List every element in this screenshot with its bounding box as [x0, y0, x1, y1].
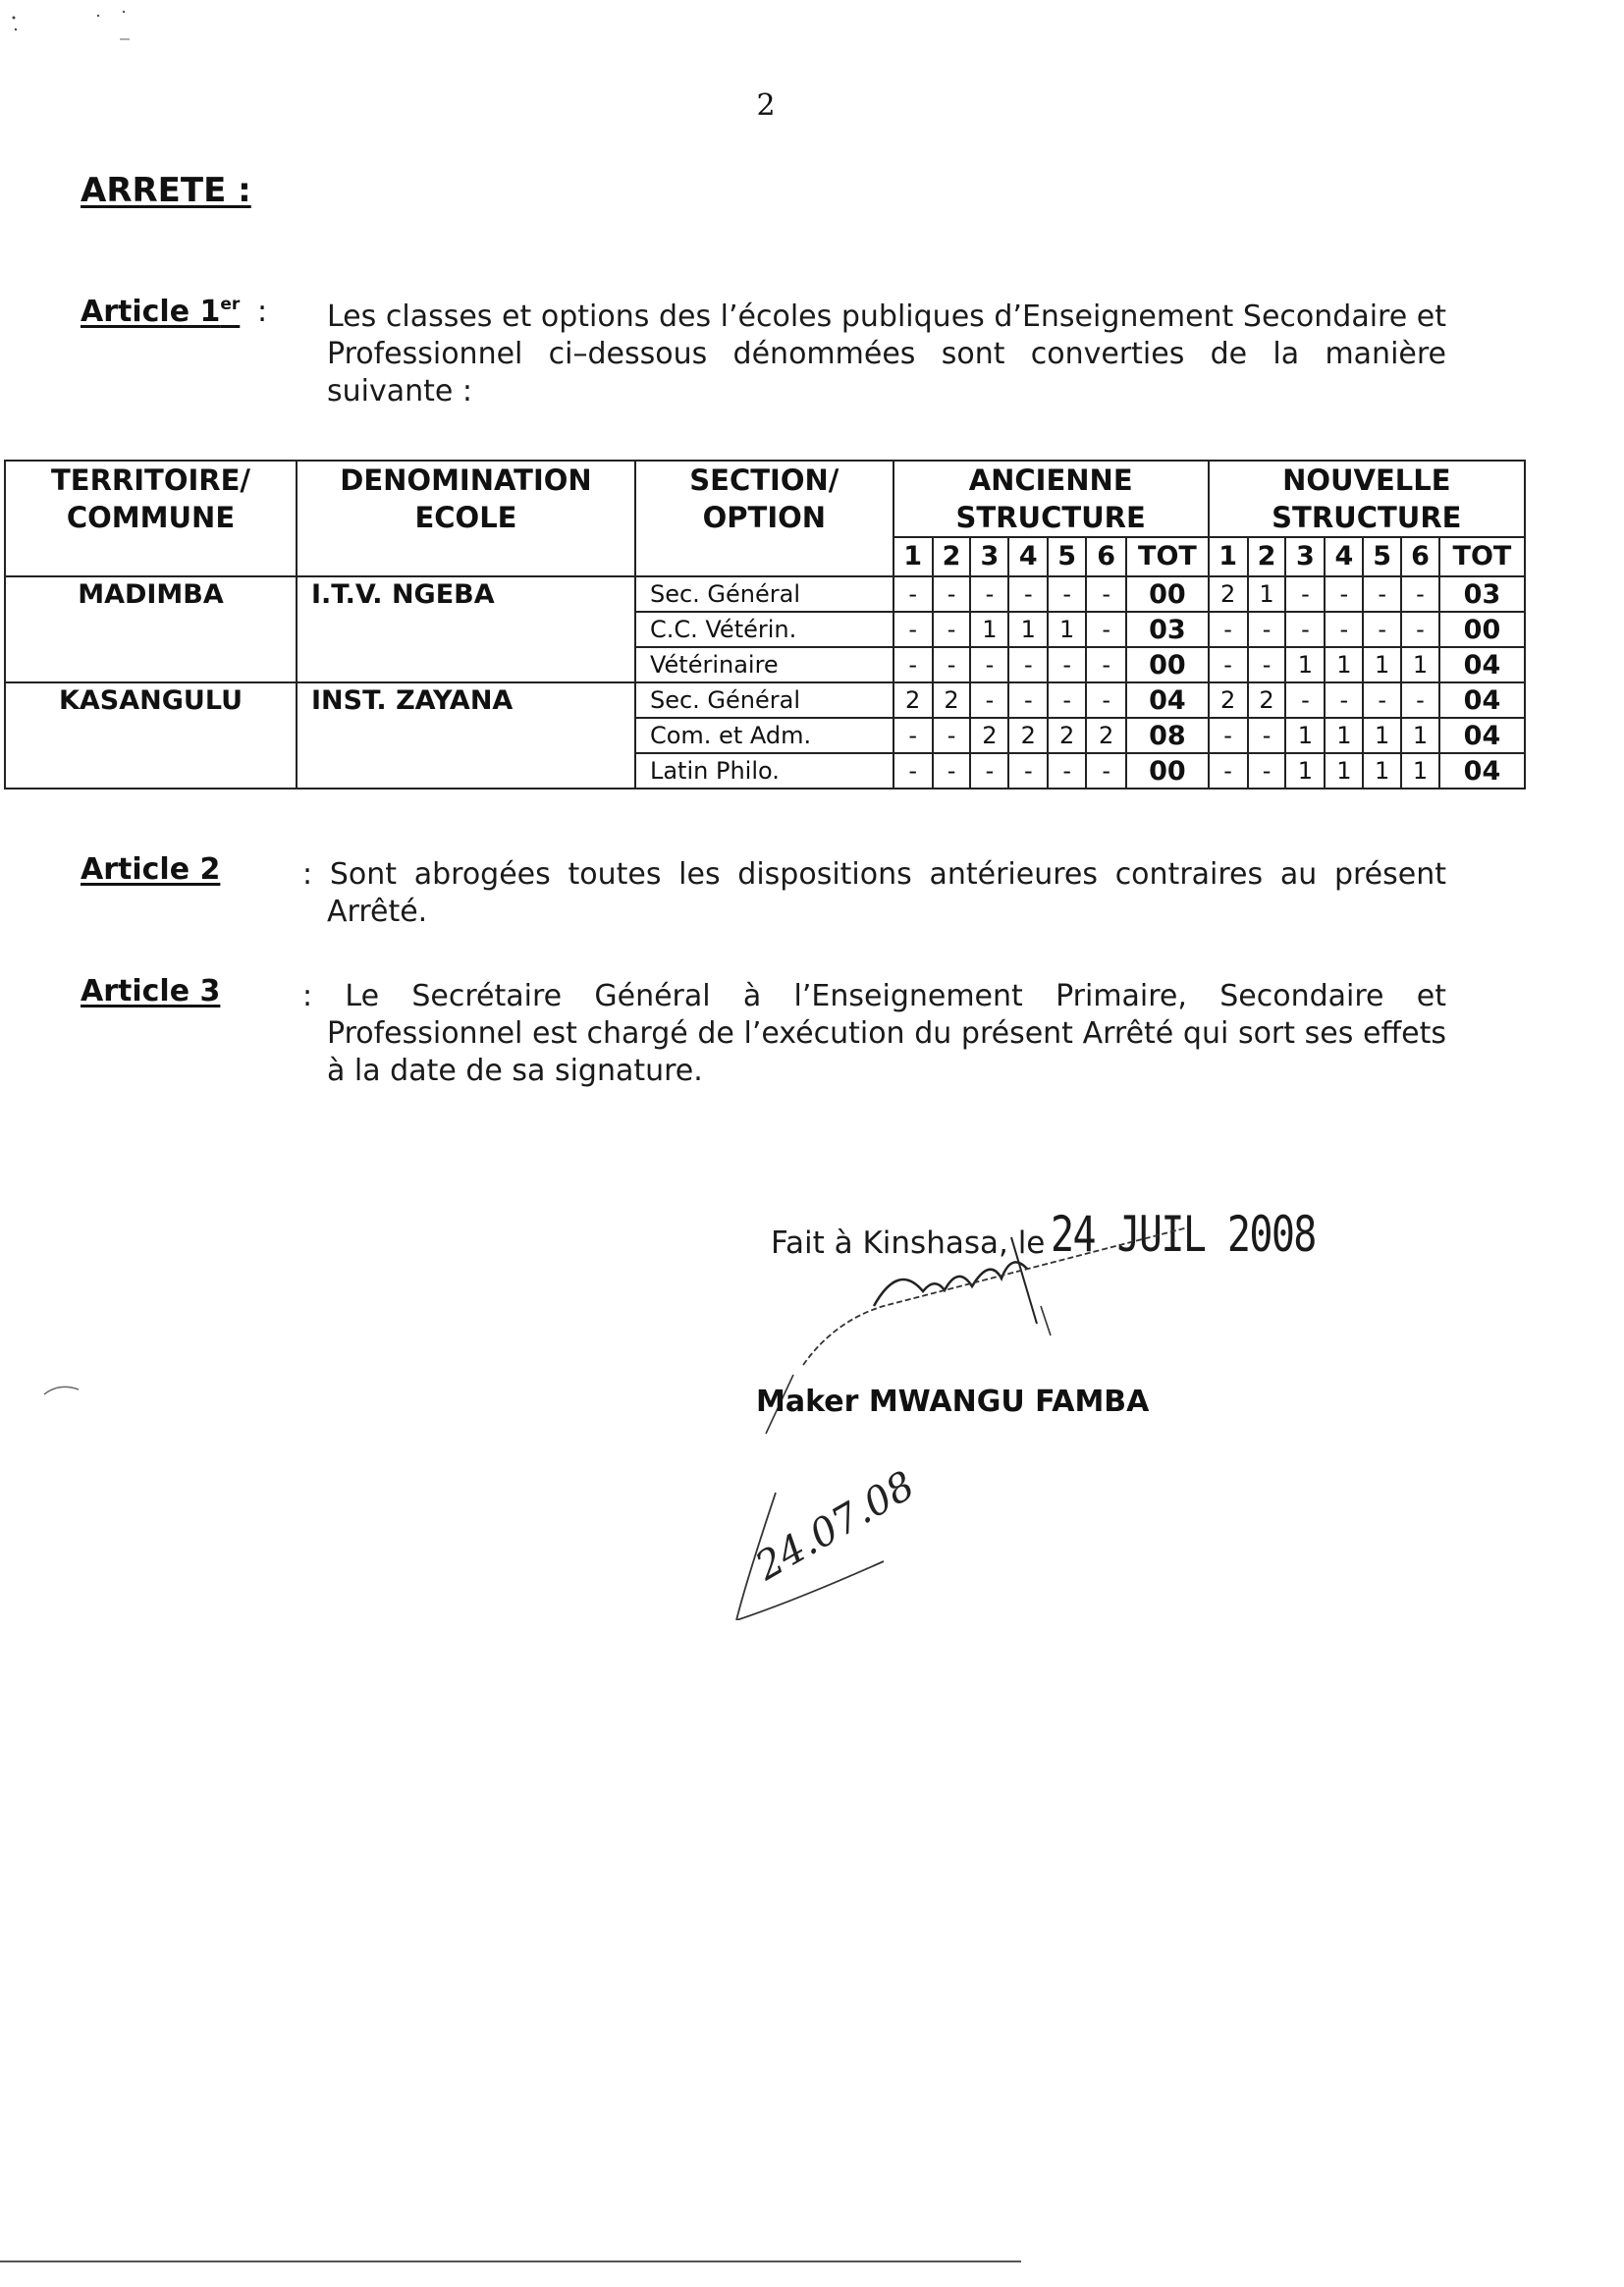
header-nouv-tot: TOT: [1439, 537, 1525, 576]
cell-ancienne-3: 1: [970, 612, 1008, 647]
article-1-label: [81, 295, 240, 329]
cell-ancienne-4: 2: [1008, 718, 1048, 753]
cell-nouvelle-5: 1: [1363, 753, 1401, 789]
cell-nouvelle-6: 1: [1401, 718, 1439, 753]
header-section: SECTION/ OPTION: [635, 461, 893, 576]
cell-nouvelle-2: 2: [1248, 682, 1286, 718]
date-stamp: 24 JUIL 2008: [1051, 1206, 1316, 1263]
cell-nouvelle-tot: 04: [1439, 682, 1525, 718]
article-3-colon: :: [302, 979, 313, 1013]
cell-nouvelle-1: -: [1209, 612, 1248, 647]
cell-ancienne-2: 2: [933, 682, 971, 718]
article-2-text: [302, 856, 1446, 931]
cell-ancienne-6: -: [1086, 647, 1126, 682]
cell-nouvelle-1: 2: [1209, 682, 1248, 718]
article-3-body: Le Secrétaire Général à l’Enseignement Primaire, Secondaire et Professionnel est chargé de l’exécution du présent Arrêté qui sort ses effets à la date de sa signature.: [327, 979, 1446, 1088]
header-nouv-5: 5: [1363, 537, 1401, 576]
cell-nouvelle-6: -: [1401, 612, 1439, 647]
cell-ancienne-5: -: [1048, 753, 1086, 789]
table-row: [5, 576, 1525, 612]
table-row: [5, 682, 1525, 718]
header-ancienne-structure: ANCIENNE STRUCTURE: [893, 461, 1209, 537]
cell-ancienne-2: -: [933, 753, 971, 789]
header-territoire: TERRITOIRE/ COMMUNE: [5, 461, 297, 576]
cell-ancienne-6: -: [1086, 682, 1126, 718]
cell-nouvelle-1: -: [1209, 647, 1248, 682]
cell-ancienne-1: 2: [893, 682, 933, 718]
cell-ancienne-6: -: [1086, 753, 1126, 789]
place-and-date-line: Fait à Kinshasa, le: [771, 1225, 1046, 1261]
cell-ancienne-6: -: [1086, 612, 1126, 647]
cell-nouvelle-2: 1: [1248, 576, 1286, 612]
cell-nouvelle-1: -: [1209, 718, 1248, 753]
cell-ancienne-5: 2: [1048, 718, 1086, 753]
cell-nouvelle-3: -: [1285, 682, 1325, 718]
cell-option: Vétérinaire: [635, 647, 893, 682]
cell-nouvelle-5: -: [1363, 576, 1401, 612]
cell-ecole: INST. ZAYANA: [297, 682, 635, 789]
header-nouv-4: 4: [1325, 537, 1363, 576]
article-1-text: Les classes et options des l’écoles publiques d’Enseignement Secondaire et Professionnel ci–dessous dénommées sont converties de la manière suivante :: [327, 299, 1446, 408]
cell-nouvelle-tot: 04: [1439, 753, 1525, 789]
header-anc-4: 4: [1008, 537, 1048, 576]
cell-nouvelle-2: -: [1248, 647, 1286, 682]
cell-option: Com. et Adm.: [635, 718, 893, 753]
cell-ancienne-4: -: [1008, 647, 1048, 682]
margin-mark: [39, 1375, 98, 1404]
cell-nouvelle-tot: 03: [1439, 576, 1525, 612]
cell-nouvelle-4: 1: [1325, 647, 1363, 682]
cell-nouvelle-3: 1: [1285, 718, 1325, 753]
cell-nouvelle-5: 1: [1363, 647, 1401, 682]
header-nouv-3: 3: [1285, 537, 1325, 576]
cell-nouvelle-tot: 00: [1439, 612, 1525, 647]
article-2-colon: :: [302, 857, 313, 892]
cell-nouvelle-1: -: [1209, 753, 1248, 789]
cell-ancienne-3: -: [970, 682, 1008, 718]
cell-ancienne-5: -: [1048, 647, 1086, 682]
cell-nouvelle-5: -: [1363, 612, 1401, 647]
conversion-table: [4, 460, 1526, 790]
header-nouv-1: 1: [1209, 537, 1248, 576]
header-anc-tot: TOT: [1126, 537, 1208, 576]
cell-ancienne-2: -: [933, 612, 971, 647]
scan-marks: [0, 0, 196, 59]
article-3-label: Article 3: [81, 974, 221, 1008]
cell-ancienne-6: 2: [1086, 718, 1126, 753]
cell-ancienne-4: -: [1008, 753, 1048, 789]
cell-ancienne-tot: 00: [1126, 576, 1208, 612]
cell-nouvelle-6: -: [1401, 682, 1439, 718]
cell-nouvelle-2: -: [1248, 718, 1286, 753]
header-nouvelle-structure: NOUVELLE STRUCTURE: [1209, 461, 1525, 537]
cell-nouvelle-4: -: [1325, 576, 1363, 612]
cell-territoire: KASANGULU: [5, 682, 297, 789]
cell-ancienne-3: -: [970, 576, 1008, 612]
article-1-colon: :: [257, 295, 268, 329]
cell-ancienne-5: -: [1048, 682, 1086, 718]
cell-nouvelle-4: 1: [1325, 718, 1363, 753]
header-denomination: DENOMINATION ECOLE: [297, 461, 635, 576]
cell-ancienne-1: -: [893, 647, 933, 682]
cell-ancienne-tot: 08: [1126, 718, 1208, 753]
cell-nouvelle-3: -: [1285, 576, 1325, 612]
handwritten-date-annotation: [746, 1453, 962, 1610]
cell-ancienne-tot: 03: [1126, 612, 1208, 647]
header-anc-3: 3: [970, 537, 1008, 576]
cell-nouvelle-tot: 04: [1439, 647, 1525, 682]
article-2-body: Sont abrogées toutes les dispositions antérieures contraires au présent Arrêté.: [327, 857, 1446, 929]
cell-ancienne-3: 2: [970, 718, 1008, 753]
cell-nouvelle-6: 1: [1401, 647, 1439, 682]
cell-ancienne-4: -: [1008, 682, 1048, 718]
cell-ancienne-4: -: [1008, 576, 1048, 612]
cell-territoire: MADIMBA: [5, 576, 297, 682]
cell-option: Sec. Général: [635, 682, 893, 718]
cell-ancienne-3: -: [970, 647, 1008, 682]
cell-ancienne-5: 1: [1048, 612, 1086, 647]
cell-ecole: I.T.V. NGEBA: [297, 576, 635, 682]
article-1-superscript: er: [220, 295, 241, 314]
cell-nouvelle-6: 1: [1401, 753, 1439, 789]
cell-option: Latin Philo.: [635, 753, 893, 789]
cell-nouvelle-3: -: [1285, 612, 1325, 647]
cell-option: C.C. Vétérin.: [635, 612, 893, 647]
cell-nouvelle-5: 1: [1363, 718, 1401, 753]
article-2-label: Article 2: [81, 852, 221, 887]
handwritten-date-text: 24.07.08: [748, 1462, 923, 1590]
cell-nouvelle-5: -: [1363, 682, 1401, 718]
cell-nouvelle-4: -: [1325, 682, 1363, 718]
cell-nouvelle-1: 2: [1209, 576, 1248, 612]
table-body: [5, 576, 1525, 789]
cell-nouvelle-4: 1: [1325, 753, 1363, 789]
cell-ancienne-1: -: [893, 576, 933, 612]
cell-ancienne-5: -: [1048, 576, 1086, 612]
header-anc-1: 1: [893, 537, 933, 576]
cell-ancienne-1: -: [893, 753, 933, 789]
cell-ancienne-tot: 04: [1126, 682, 1208, 718]
cell-nouvelle-4: -: [1325, 612, 1363, 647]
cell-ancienne-2: -: [933, 576, 971, 612]
cell-nouvelle-3: 1: [1285, 753, 1325, 789]
bottom-rule: [0, 2260, 1021, 2262]
page-number: 2: [756, 88, 776, 123]
header-anc-5: 5: [1048, 537, 1086, 576]
cell-ancienne-3: -: [970, 753, 1008, 789]
article-1-label-text: Article 1: [81, 295, 221, 329]
cell-ancienne-4: 1: [1008, 612, 1048, 647]
cell-ancienne-2: -: [933, 647, 971, 682]
cell-nouvelle-3: 1: [1285, 647, 1325, 682]
cell-ancienne-6: -: [1086, 576, 1126, 612]
cell-ancienne-1: -: [893, 718, 933, 753]
cell-nouvelle-2: -: [1248, 753, 1286, 789]
article-3-text: [302, 978, 1446, 1090]
header-anc-6: 6: [1086, 537, 1126, 576]
decree-title: ARRETE :: [81, 171, 251, 210]
header-nouv-6: 6: [1401, 537, 1439, 576]
cell-ancienne-1: -: [893, 612, 933, 647]
cell-nouvelle-6: -: [1401, 576, 1439, 612]
header-nouv-2: 2: [1248, 537, 1286, 576]
cell-ancienne-tot: 00: [1126, 647, 1208, 682]
cell-option: Sec. Général: [635, 576, 893, 612]
cell-ancienne-tot: 00: [1126, 753, 1208, 789]
signatory-name: Maker MWANGU FAMBA: [756, 1385, 1150, 1419]
cell-nouvelle-2: -: [1248, 612, 1286, 647]
cell-ancienne-2: -: [933, 718, 971, 753]
header-anc-2: 2: [933, 537, 971, 576]
cell-nouvelle-tot: 04: [1439, 718, 1525, 753]
